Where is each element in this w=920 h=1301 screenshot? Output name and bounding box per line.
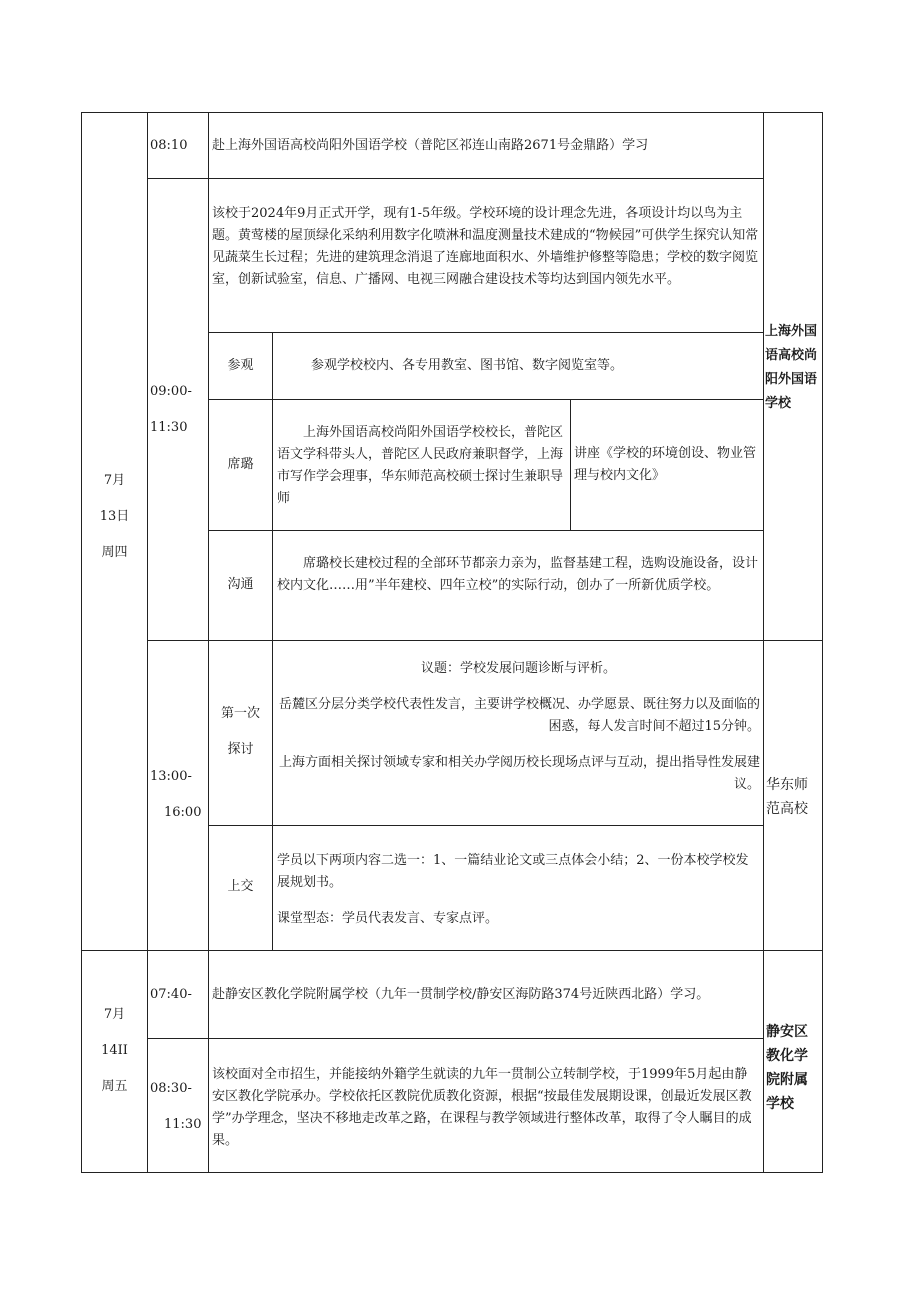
comm-text: 席璐校长建校过程的全部环节都亲力亲为，监督基建工程，选购设施设备，设计校内文化……用”半年建校、四年立校”的实际行动，创办了一所新优质学校。 [277, 556, 759, 593]
grid-line [147, 178, 764, 179]
day1-date [82, 470, 147, 564]
grid-line [272, 332, 273, 950]
date-day: 13日 [99, 509, 130, 524]
grid-line [208, 332, 764, 333]
speaker-bio: 上海外国语高校尚阳外国语学校校长，普陀区语文学科带头人，普陀区人民政府兼职督学，上海市写作学会理事，华东师范高校硕士探讨生兼职导师 [277, 425, 564, 506]
day1-time-0810: 08:10 [150, 138, 188, 153]
date-weekday: 周四 [101, 545, 128, 560]
date-day: 14II [101, 1043, 128, 1058]
date-weekday: 周五 [101, 1079, 128, 1094]
grid-line [81, 1172, 823, 1173]
day2-row1-text: 赴静安区教化学院附属学校（九年一贯制学校/静安区海防路374号近陕西北路）学习。 [212, 987, 710, 1002]
discuss-p1: 岳麓区分层分类学校代表性发言，主要讲学校概况、办学愿景、既往努力以及面临的困惑，每人发言时间不超过15分钟。 [278, 697, 760, 734]
submit-text: 学员以下两项内容二选一：1、一篇结业论文或三点体会小结；2、一份本校学校发展规划书。 [277, 853, 749, 890]
class-format: 课堂型态：学员代表发言、专家点评。 [277, 911, 499, 926]
grid-line [147, 640, 823, 641]
day2-date [82, 1004, 147, 1098]
place-jingan: 静安区教化学院附属学校 [766, 1024, 808, 1112]
day2-time-morning: 08:30- 11:30 [150, 1081, 202, 1132]
discuss-p2: 上海方面相关探讨领域专家和相关办学阅历校长现场点评与互动，提出指导性发展建议。 [278, 755, 760, 792]
grid-line [147, 1038, 764, 1039]
speaker-label: 席璐 [227, 457, 254, 472]
place-shangyang: 上海外国语高校尚阳外国语学校 [765, 324, 818, 411]
speaker-talk: 讲座《学校的环境创设、物业管理与校内文化》 [574, 446, 757, 483]
grid-line [147, 112, 148, 1173]
grid-line [208, 825, 764, 826]
comm-label: 沟通 [227, 577, 254, 592]
school-intro: 该校于2024年9月正式开学，现有1-5年级。学校环境的设计理念先进，各项设计均以鸟为主题。黄莺楼的屋顶绿化采纳利用数字化喷淋和温度测量技术建成的“物候园”可供学生探究认知常见蔬菜生长过程；先进的建筑理念消退了连廊地面积水、外墙维护修整等隐患；学校的数字阅览室，创新试验室，信息、广播网、电视三网融合建设技术等均达到国内领先水平。 [212, 206, 759, 287]
day1-row1-text: 赴上海外国语高校尚阳外国语学校（普陀区祁连山南路2671号金鼎路）学习 [212, 138, 649, 153]
grid-line [570, 399, 571, 530]
grid-line [208, 399, 764, 400]
discuss-topic: 议题：学校发展问题诊断与评析。 [420, 661, 616, 676]
date-month: 7月 [103, 473, 126, 488]
date-month: 7月 [103, 1007, 126, 1022]
visit-text: 参观学校校内、各专用教室、图书馆、数字阅览室等。 [311, 358, 624, 373]
submit-label: 上交 [227, 879, 254, 894]
discuss-label: 第一次 探讨 [220, 706, 260, 757]
grid-line [763, 112, 764, 1173]
place-ecnu: 华东师范高校 [766, 777, 808, 817]
grid-line [208, 530, 764, 531]
visit-label: 参观 [227, 358, 254, 373]
day1-time-afternoon: 13:00- 16:00 [150, 769, 202, 820]
grid-line [81, 112, 823, 113]
day1-time-morning: 09:00- 11:30 [150, 384, 192, 435]
grid-line [81, 950, 823, 951]
grid-line [208, 112, 209, 1173]
day2-school-intro: 该校面对全市招生，并能接纳外籍学生就读的九年一贯制公立转制学校，于1999年5月起由静安区教化学院承办。学校依托区教院优质教化资源，根据“按最佳发展期设课，创最近发展区教学”办学理念，坚决不移地走改革之路，在课程与教学领域进行整体改革，取得了令人瞩目的成果。 [212, 1067, 752, 1148]
day2-time-0740: 07:40- [150, 987, 192, 1002]
grid-line [822, 112, 823, 1173]
